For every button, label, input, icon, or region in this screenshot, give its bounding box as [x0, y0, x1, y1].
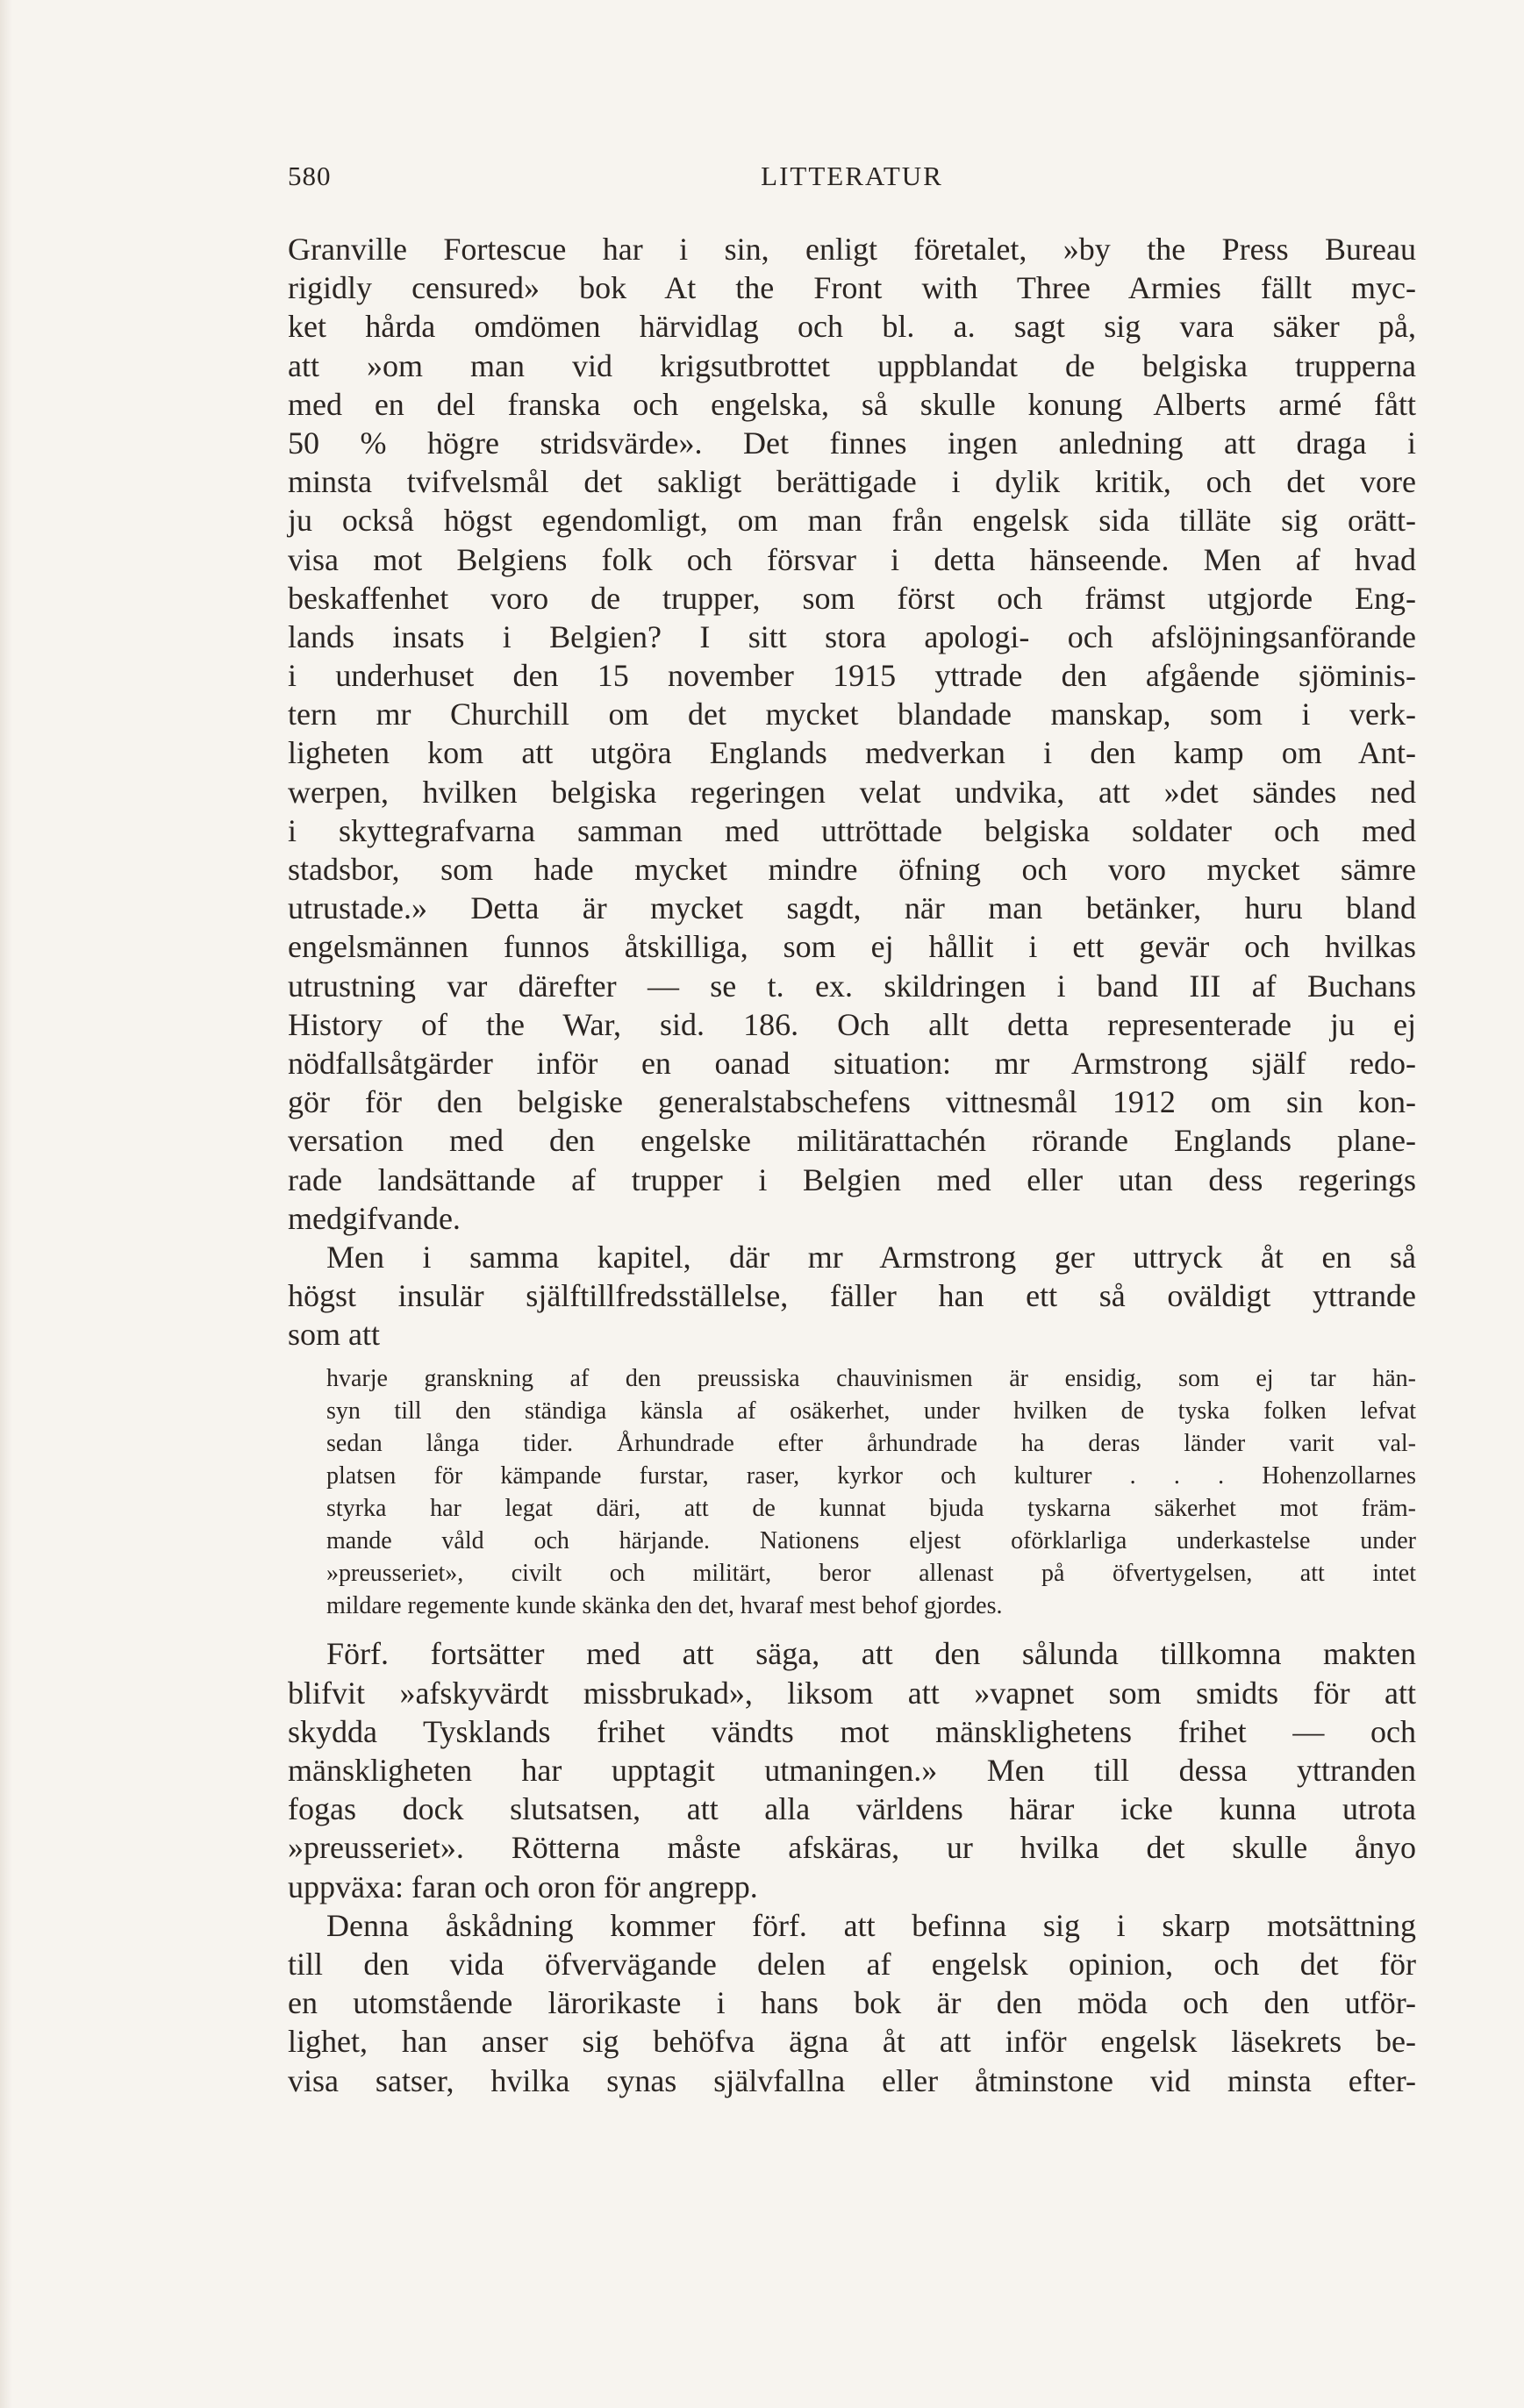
text-line: att »om man vid krigsutbrottet uppblandat de belgiska trupperna [288, 347, 1416, 383]
paragraph-1 [288, 230, 1416, 1238]
text-line: högst insulär själftillfredsställelse, fäller han ett så oväldigt yttrande [288, 1278, 1416, 1314]
text-line: med en del franska och engelska, så skulle konung Alberts armé fått [288, 386, 1416, 422]
text-line: till den vida öfvervägande delen af engelsk opinion, och det för [288, 1946, 1416, 1982]
text-line: utrustning var därefter — se t. ex. skildringen i band III af Buchans [288, 968, 1416, 1004]
paragraph-2 [288, 1238, 1416, 1354]
text-line: visa satser, hvilka synas självfallna eller åtminstone vid minsta efter- [288, 2062, 1416, 2098]
text-line: gör för den belgiske generalstabschefens vittnesmål 1912 om sin kon- [288, 1084, 1416, 1120]
text-line: skydda Tysklands frihet vändts mot mänsklighetens frihet — och [288, 1713, 1416, 1749]
text-line: medgifvande. [288, 1200, 461, 1236]
text-line: rigidly censured» bok At the Front with Three Armies fällt myc- [288, 270, 1416, 306]
text-line: nödfallsåtgärder inför en oanad situation: mr Armstrong själf redo- [288, 1045, 1416, 1081]
text-line: visa mot Belgiens folk och försvar i detta hänseende. Men af hvad [288, 541, 1416, 577]
text-line: ligheten kom att utgöra Englands medverkan i den kamp om Ant- [288, 735, 1416, 771]
text-line: ju också högst egendomligt, om man från engelsk sida tilläte sig orätt- [288, 503, 1416, 539]
text-line: i underhuset den 15 november 1915 yttrade den afgående sjöminis- [288, 658, 1416, 694]
text-line: Men i samma kapitel, där mr Armstrong ger uttryck åt en så [326, 1239, 1416, 1275]
quote-line: sedan långa tider. Århundrade efter århundrade ha deras länder varit val- [326, 1430, 1416, 1458]
text-line: stadsbor, som hade mycket mindre öfning och voro mycket sämre [288, 852, 1416, 887]
quote-line: mande våld och härjande. Nationens eljest oförklarliga underkastelse under [326, 1527, 1416, 1555]
quote-line: platsen för kämpande furstar, raser, kyrkor och kulturer . . . Hohenzollarnes [326, 1462, 1416, 1490]
paragraph-4 [288, 1906, 1416, 2100]
text-line: »preusseriet». Rötterna måste afskäras, ur hvilka det skulle ånyo [288, 1830, 1416, 1866]
text-line: rade landsättande af trupper i Belgien med eller utan dess regerings [288, 1161, 1416, 1197]
running-title: LITTERATUR [761, 161, 943, 191]
text-line: werpen, hvilken belgiska regeringen velat undvika, att »det sändes ned [288, 774, 1416, 810]
text-line: lands insats i Belgien? I sitt stora apologi- och afslöjningsanförande [288, 618, 1416, 654]
text-line: i skyttegrafvarna samman med uttröttade belgiska soldater och med [288, 812, 1416, 848]
text-line: uppväxa: faran och oron för angrepp. [288, 1869, 758, 1904]
text-line: minsta tvifvelsmål det sakligt berättigade i dylik kritik, och det vore [288, 464, 1416, 500]
quote-line: styrka har legat däri, att de kunnat bjuda tyskarna säkerhet mot främ- [326, 1495, 1416, 1523]
text-line: mänskligheten har upptagit utmaningen.» Men till dessa yttranden [288, 1753, 1416, 1788]
text-line: lighet, han anser sig behöfva ägna åt att inför engelsk läsekrets be- [288, 2024, 1416, 2060]
text-line: 50 % högre stridsvärde». Det finnes ingen anledning att draga i [288, 425, 1416, 461]
main-text [288, 230, 1416, 2100]
text-line: som att [288, 1317, 380, 1353]
text-line: tern mr Churchill om det mycket blandade manskap, som i verk- [288, 697, 1416, 732]
text-line: beskaffenhet voro de trupper, som först och främst utgjorde Eng- [288, 580, 1416, 616]
block-quote [288, 1362, 1416, 1622]
page-header [288, 161, 1416, 199]
text-line: blifvit »afskyvärdt missbrukad», liksom att »vapnet som smidts för att [288, 1675, 1416, 1711]
text-line: versation med den engelske militärattachén rörande Englands plane- [288, 1123, 1416, 1159]
quote-line: »preusseriet», civilt och militärt, beror allenast på öfvertygelsen, att intet [326, 1560, 1416, 1588]
text-line: Förf. fortsätter med att säga, att den sålunda tillkomna makten [326, 1636, 1416, 1672]
text-line: History of the War, sid. 186. Och allt detta representerade ju ej [288, 1006, 1416, 1042]
text-line: ket hårda omdömen härvidlag och bl. a. sagt sig vara säker på, [288, 309, 1416, 345]
quote-line: syn till den ständiga känsla af osäkerhet, under hvilken de tyska folken lefvat [326, 1397, 1416, 1426]
text-line: utrustade.» Detta är mycket sagdt, när man betänker, huru bland [288, 890, 1416, 926]
quote-line: mildare regemente kunde skänka den det, hvaraf mest behof gjordes. [326, 1592, 1003, 1620]
text-line: en utomstående lärorikaste i hans bok är den möda och den utför- [288, 1985, 1416, 2021]
text-line: fogas dock slutsatsen, att alla världens härar icke kunna utrota [288, 1791, 1416, 1827]
text-line: engelsmännen funnos åtskilliga, som ej hållit i ett gevär och hvilkas [288, 929, 1416, 965]
text-line: Denna åskådning kommer förf. att befinna sig i skarp motsättning [326, 1907, 1416, 1943]
quote-line: hvarje granskning af den preussiska chauvinismen är ensidig, som ej tar hän- [326, 1365, 1416, 1393]
text-line: Granville Fortescue har i sin, enligt företalet, »by the Press Bureau [288, 232, 1416, 267]
paragraph-3 [288, 1634, 1416, 1905]
page-number: 580 [288, 161, 332, 191]
